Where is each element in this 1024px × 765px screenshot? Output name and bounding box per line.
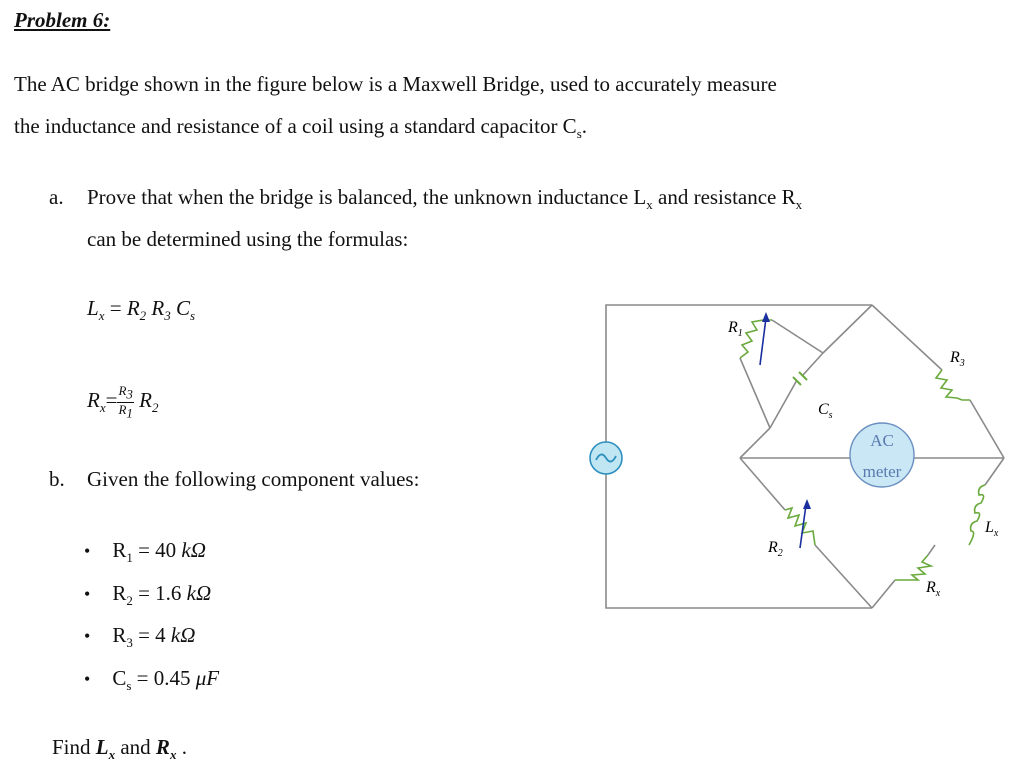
rx-resistor bbox=[895, 555, 931, 580]
meter-label-line2: meter bbox=[862, 462, 902, 481]
lx-inductor bbox=[969, 485, 985, 545]
component-cs: • $C_s = 0.45$ μF bbox=[84, 666, 220, 694]
wire-lx-to-rx bbox=[928, 545, 935, 555]
label-lx: $L_x$ bbox=[985, 519, 999, 539]
problem-title: Problem 6: bbox=[14, 8, 111, 32]
wire-top-to-r3 bbox=[872, 305, 942, 370]
meter-label-line1: AC bbox=[870, 431, 894, 450]
fraction-r3-r1: $\frac{R_3}{R_1}$ bbox=[118, 383, 133, 421]
component-r3: • $R_3 = 4$ kΩ bbox=[84, 623, 196, 651]
component-r2: • $R_2 = 1.6$ kΩ bbox=[84, 581, 212, 609]
wire-top-to-cap bbox=[823, 305, 872, 353]
r1-resistor bbox=[740, 320, 772, 358]
wire-cap-right bbox=[803, 353, 823, 375]
r3-resistor bbox=[936, 370, 970, 400]
label-rx: $R_x$ bbox=[926, 579, 941, 599]
intro-line-2: the inductance and resistance of a coil using a standard capacitor $C_s$. bbox=[14, 114, 588, 142]
part-b-text: Given the following component values: bbox=[87, 467, 420, 491]
label-r1: $R_1$ bbox=[728, 319, 743, 339]
formula-rx: $R_x=$ $\frac{R_3}{R_1}$ $R_2$ bbox=[87, 383, 159, 421]
r2-arrowhead bbox=[803, 499, 811, 509]
wire-r3-to-right bbox=[970, 400, 1004, 458]
find-instruction: Find $L_x$ and $R_x$ . bbox=[52, 735, 187, 763]
wire-r1-bottom bbox=[740, 358, 770, 428]
intro-line-1: The AC bridge shown in the figure below is a Maxwell Bridge, used to accurately measure bbox=[14, 72, 777, 96]
cs-plate-2 bbox=[799, 372, 807, 380]
r2-resistor bbox=[785, 508, 815, 545]
wire-left-to-r1 bbox=[740, 428, 770, 458]
wire-cap-left bbox=[770, 380, 797, 428]
outer-loop-wire bbox=[606, 305, 872, 608]
part-a-letter: a. bbox=[49, 185, 64, 209]
wire-rx-to-bottom bbox=[872, 580, 895, 608]
wire-right-to-lx bbox=[985, 458, 1004, 485]
formula-lx: $L_x = R_2$ $R_3$ $C_s$ bbox=[87, 296, 196, 324]
label-r3: $R_3$ bbox=[950, 349, 965, 369]
wire-left-to-r2 bbox=[740, 458, 785, 510]
wire-r2-to-bottom bbox=[815, 545, 872, 608]
part-a-line-1: Prove that when the bridge is balanced, the unknown inductance $L_x$ and resistance $R_x$ bbox=[87, 185, 803, 213]
label-cs: $C_s$ bbox=[818, 401, 833, 421]
wire-r1-top bbox=[772, 320, 823, 353]
label-r2: $R_2$ bbox=[768, 539, 783, 559]
r1-arrowhead bbox=[762, 312, 770, 322]
part-a-line-2: can be determined using the formulas: bbox=[87, 227, 409, 251]
component-r1: • $R_1 = 40$ kΩ bbox=[84, 538, 206, 566]
part-b-letter: b. bbox=[49, 467, 65, 491]
r1-adjust-arrow bbox=[760, 318, 766, 365]
bridge-wires bbox=[606, 305, 1004, 608]
